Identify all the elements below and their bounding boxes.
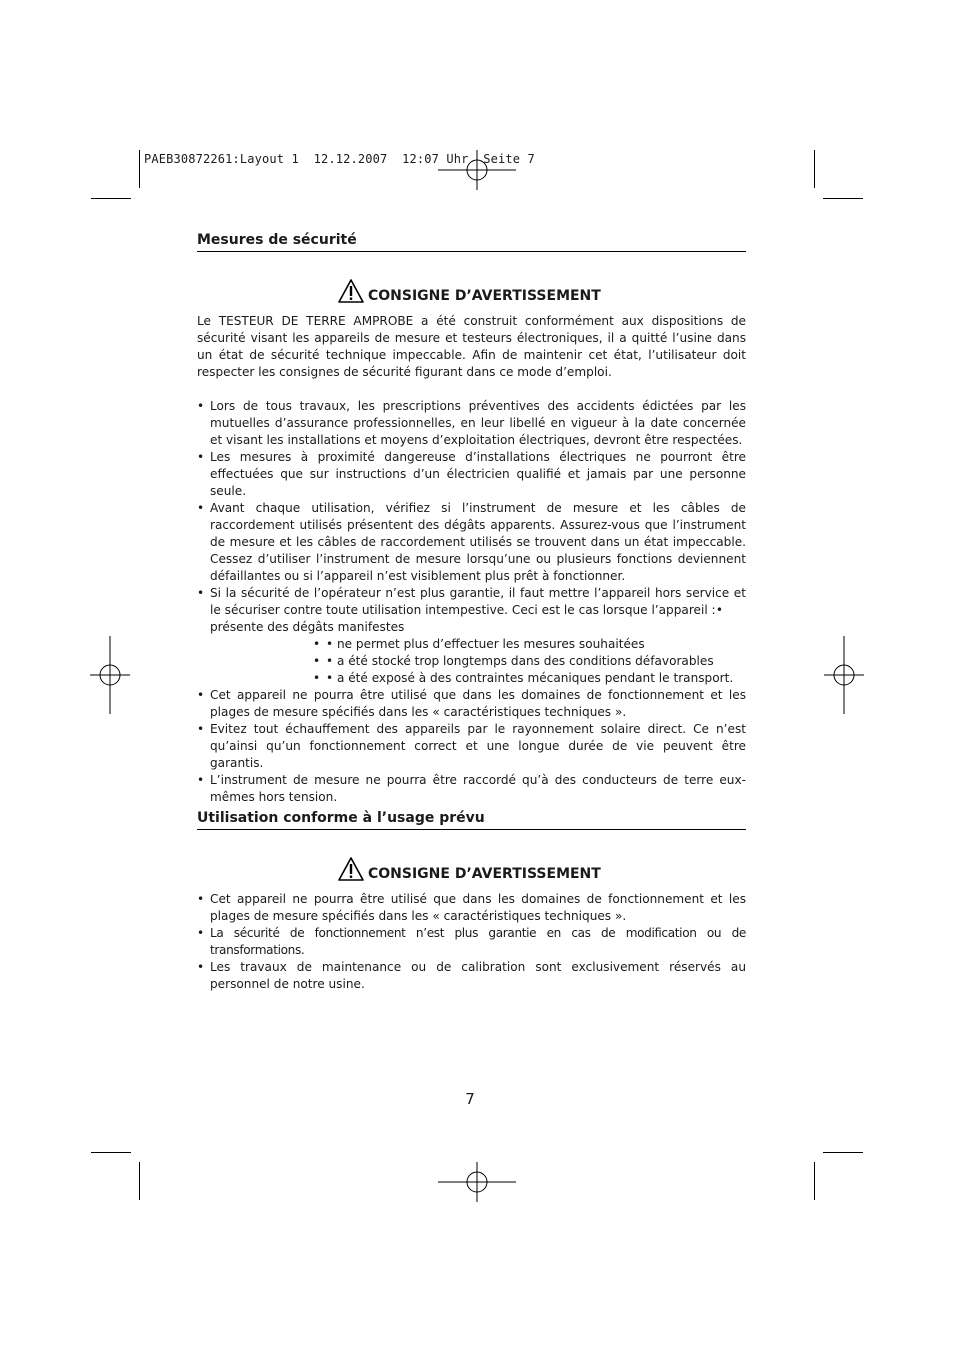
list-item: • Lors de tous travaux, les prescriptions préventives des accidents édictées par les mutuelles d’assurance professionnelles, en leur libellé en vigueur à la date concernée et visant les installations et moyens d’exploitation électriques, devront être respectées. bbox=[197, 398, 746, 449]
crop-mark bbox=[814, 150, 815, 188]
crop-mark bbox=[814, 1162, 815, 1200]
print-slug: PAEB30872261:Layout 1 12.12.2007 12:07 Uhr Seite 7 bbox=[144, 152, 535, 166]
page-number: 7 bbox=[465, 1090, 475, 1108]
list-item: • La sécurité de fonctionnement n’est plus garantie en cas de modification ou de transformations. bbox=[197, 925, 746, 959]
crop-mark bbox=[91, 1152, 131, 1153]
list-item: • Avant chaque utilisation, vérifiez si l’instrument de mesure et les câbles de raccordement utilisés présentent des dégâts apparents. Assurez-vous que l’instrument de mesure et les câbles de raccordement utilisés se trouvent dans un état impeccable. Cessez d’utiliser l’instrument de mesure lorsqu’une ou plusieurs fonctions deviennent défaillantes ou si l’appareil n’est visiblement plus prêt à fonctionner. bbox=[197, 500, 746, 585]
section-body-safety bbox=[197, 313, 746, 806]
list-item: • Cet appareil ne pourra être utilisé que dans les domaines de fonctionnement et les plages de mesure spécifiés dans les « caractéristiques techniques ». bbox=[197, 891, 746, 925]
registration-mark-icon bbox=[90, 636, 130, 714]
list-item-tail: présente des dégâts manifestes bbox=[210, 620, 405, 634]
list-item: • Les mesures à proximité dangereuse d’installations électriques ne pourront être effectuées que sur instructions d’un électricien qualifié et jamais par une personne seule. bbox=[197, 449, 746, 500]
sub-list-item: • • ne permet plus d’effectuer les mesures souhaitées bbox=[313, 636, 746, 653]
warning-label: CONSIGNE D’AVERTISSEMENT bbox=[368, 866, 601, 882]
bullet-glyph: • bbox=[715, 603, 723, 617]
list-item bbox=[197, 585, 746, 687]
list-item: • Evitez tout échauffement des appareils par le rayonnement solaire direct. Ce n’est qu’ainsi qu’un fonctionnement correct et une longue durée de vie peuvent être garantis. bbox=[197, 721, 746, 772]
crop-mark bbox=[91, 198, 131, 199]
sub-bullet-list bbox=[210, 636, 746, 687]
bullet-list bbox=[197, 891, 746, 993]
warning-label: CONSIGNE D’AVERTISSEMENT bbox=[368, 288, 601, 304]
section-title-safety: Mesures de sécurité bbox=[197, 231, 746, 252]
intro-paragraph: Le TESTEUR DE TERRE AMPROBE a été construit conformément aux dispositions de sécurité visant les appareils de mesure et testeurs électroniques, il a quitté l’usine dans un état de sécurité technique impeccable. Afin de maintenir cet état, l’utilisateur doit respecter les consignes de sécurité figurant dans ce mode d’emploi. bbox=[197, 314, 746, 379]
list-item: • L’instrument de mesure ne pourra être raccordé qu’à des conducteurs de terre eux-mêmes hors tension. bbox=[197, 772, 746, 806]
bullet-list bbox=[197, 398, 746, 806]
warning-heading bbox=[337, 278, 601, 304]
crop-mark bbox=[139, 1162, 140, 1200]
crop-mark bbox=[139, 150, 140, 188]
registration-mark-icon bbox=[824, 636, 864, 714]
list-item: • Les travaux de maintenance ou de calibration sont exclusivement réservés au personnel de notre usine. bbox=[197, 959, 746, 993]
list-item-text: Si la sécurité de l’opérateur n’est plus garantie, il faut mettre l’appareil hors service et le sécuriser contre toute utilisation intempestive. Ceci est le cas lorsque l’appareil : bbox=[210, 586, 746, 617]
sub-list-item: • • a été exposé à des contraintes mécaniques pendant le transport. bbox=[313, 670, 746, 687]
list-item: • Cet appareil ne pourra être utilisé que dans les domaines de fonctionnement et les plages de mesure spécifiés dans les « caractéristiques techniques ». bbox=[197, 687, 746, 721]
crop-mark bbox=[823, 1152, 863, 1153]
warning-heading bbox=[337, 856, 601, 882]
warning-triangle-icon bbox=[337, 278, 365, 304]
crop-mark bbox=[823, 198, 863, 199]
section-title-intended-use: Utilisation conforme à l’usage prévu bbox=[197, 809, 746, 830]
section-body-intended-use bbox=[197, 891, 746, 993]
warning-triangle-icon bbox=[337, 856, 365, 882]
sub-list-item: • • a été stocké trop longtemps dans des conditions défavorables bbox=[313, 653, 746, 670]
registration-mark-icon bbox=[438, 1162, 516, 1202]
